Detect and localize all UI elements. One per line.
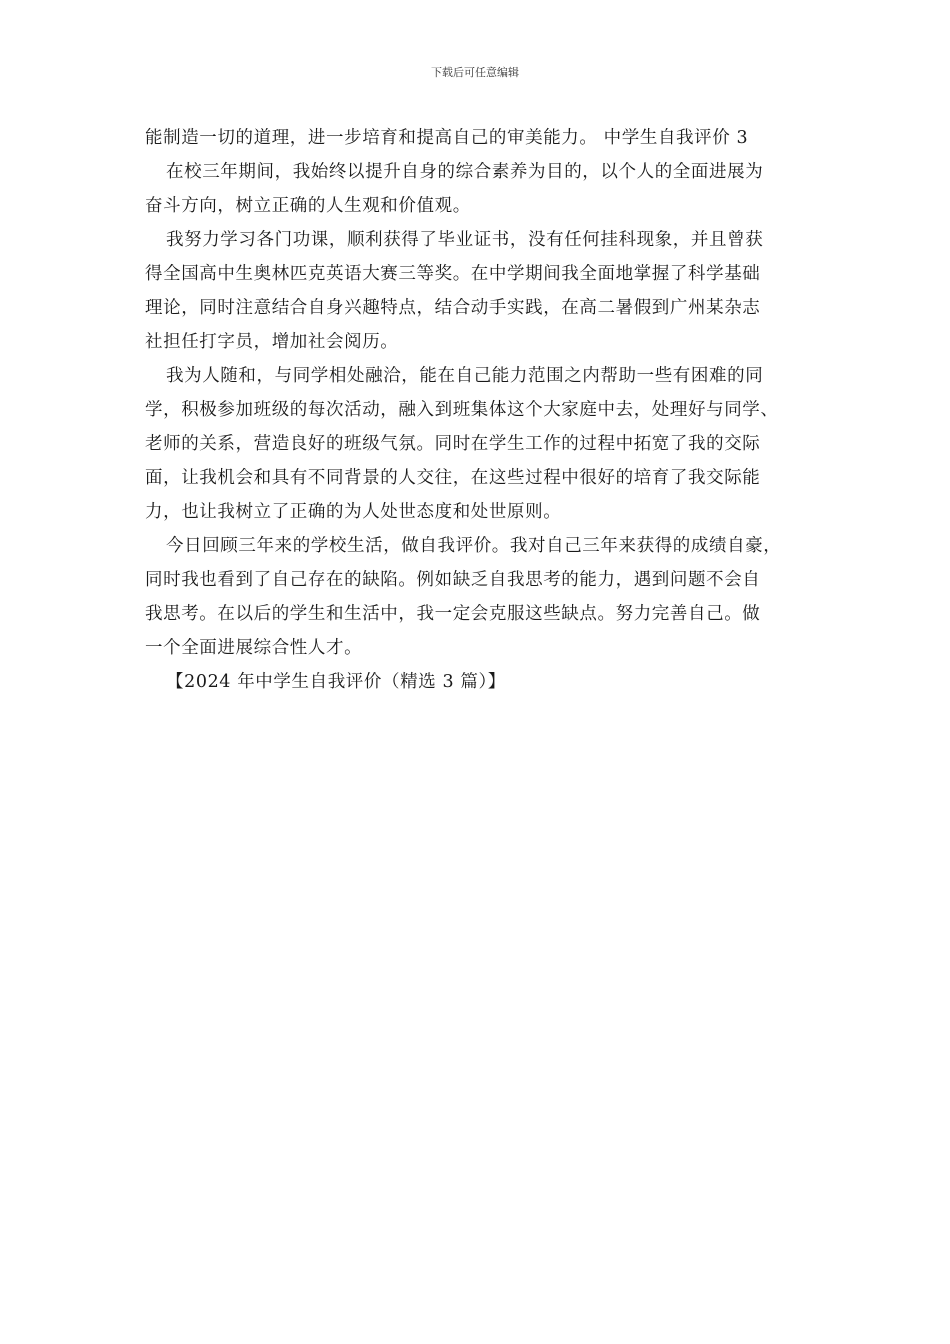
body-line: 老师的关系，营造良好的班级气氛。同时在学生工作的过程中拓宽了我的交际 bbox=[145, 434, 761, 454]
body-line: 今日回顾三年来的学校生活，做自我评价。我对自己三年来获得的成绩自豪， bbox=[166, 536, 782, 556]
body-line: 能制造一切的道理，进一步培育和提高自己的审美能力。 中学生自我评价 3 bbox=[145, 128, 749, 148]
body-line: 一个全面进展综合性人才。 bbox=[145, 638, 363, 658]
body-line: 理论，同时注意结合自身兴趣特点，结合动手实践，在高二暑假到广州某杂志 bbox=[145, 298, 761, 318]
body-line: 得全国高中生奥林匹克英语大赛三等奖。在中学期间我全面地掌握了科学基础 bbox=[145, 264, 761, 284]
body-line: 力，也让我树立了正确的为人处世态度和处世原则。 bbox=[145, 502, 562, 522]
body-line: 奋斗方向，树立正确的人生观和价值观。 bbox=[145, 196, 471, 216]
body-line: 面，让我机会和具有不同背景的人交往，在这些过程中很好的培育了我交际能 bbox=[145, 468, 761, 488]
body-line: 学，积极参加班级的每次活动，融入到班集体这个大家庭中去，处理好与同学、 bbox=[145, 400, 779, 420]
body-line: 我为人随和，与同学相处融洽，能在自己能力范围之内帮助一些有困难的同 bbox=[166, 366, 764, 386]
body-line: 我思考。在以后的学生和生活中，我一定会克服这些缺点。努力完善自己。做 bbox=[145, 604, 761, 624]
closing-title: 【2024 年中学生自我评价（精选 3 篇）】 bbox=[166, 672, 506, 692]
body-line: 同时我也看到了自己存在的缺陷。例如缺乏自我思考的能力，遇到问题不会自 bbox=[145, 570, 761, 590]
document-body bbox=[145, 124, 845, 702]
body-line: 社担任打字员，增加社会阅历。 bbox=[145, 332, 399, 352]
page-header-note: 下载后可任意编辑 bbox=[431, 66, 519, 79]
body-line: 在校三年期间，我始终以提升自身的综合素养为目的，以个人的全面进展为 bbox=[166, 162, 764, 182]
body-line: 我努力学习各门功课，顺利获得了毕业证书，没有任何挂科现象，并且曾获 bbox=[166, 230, 764, 250]
